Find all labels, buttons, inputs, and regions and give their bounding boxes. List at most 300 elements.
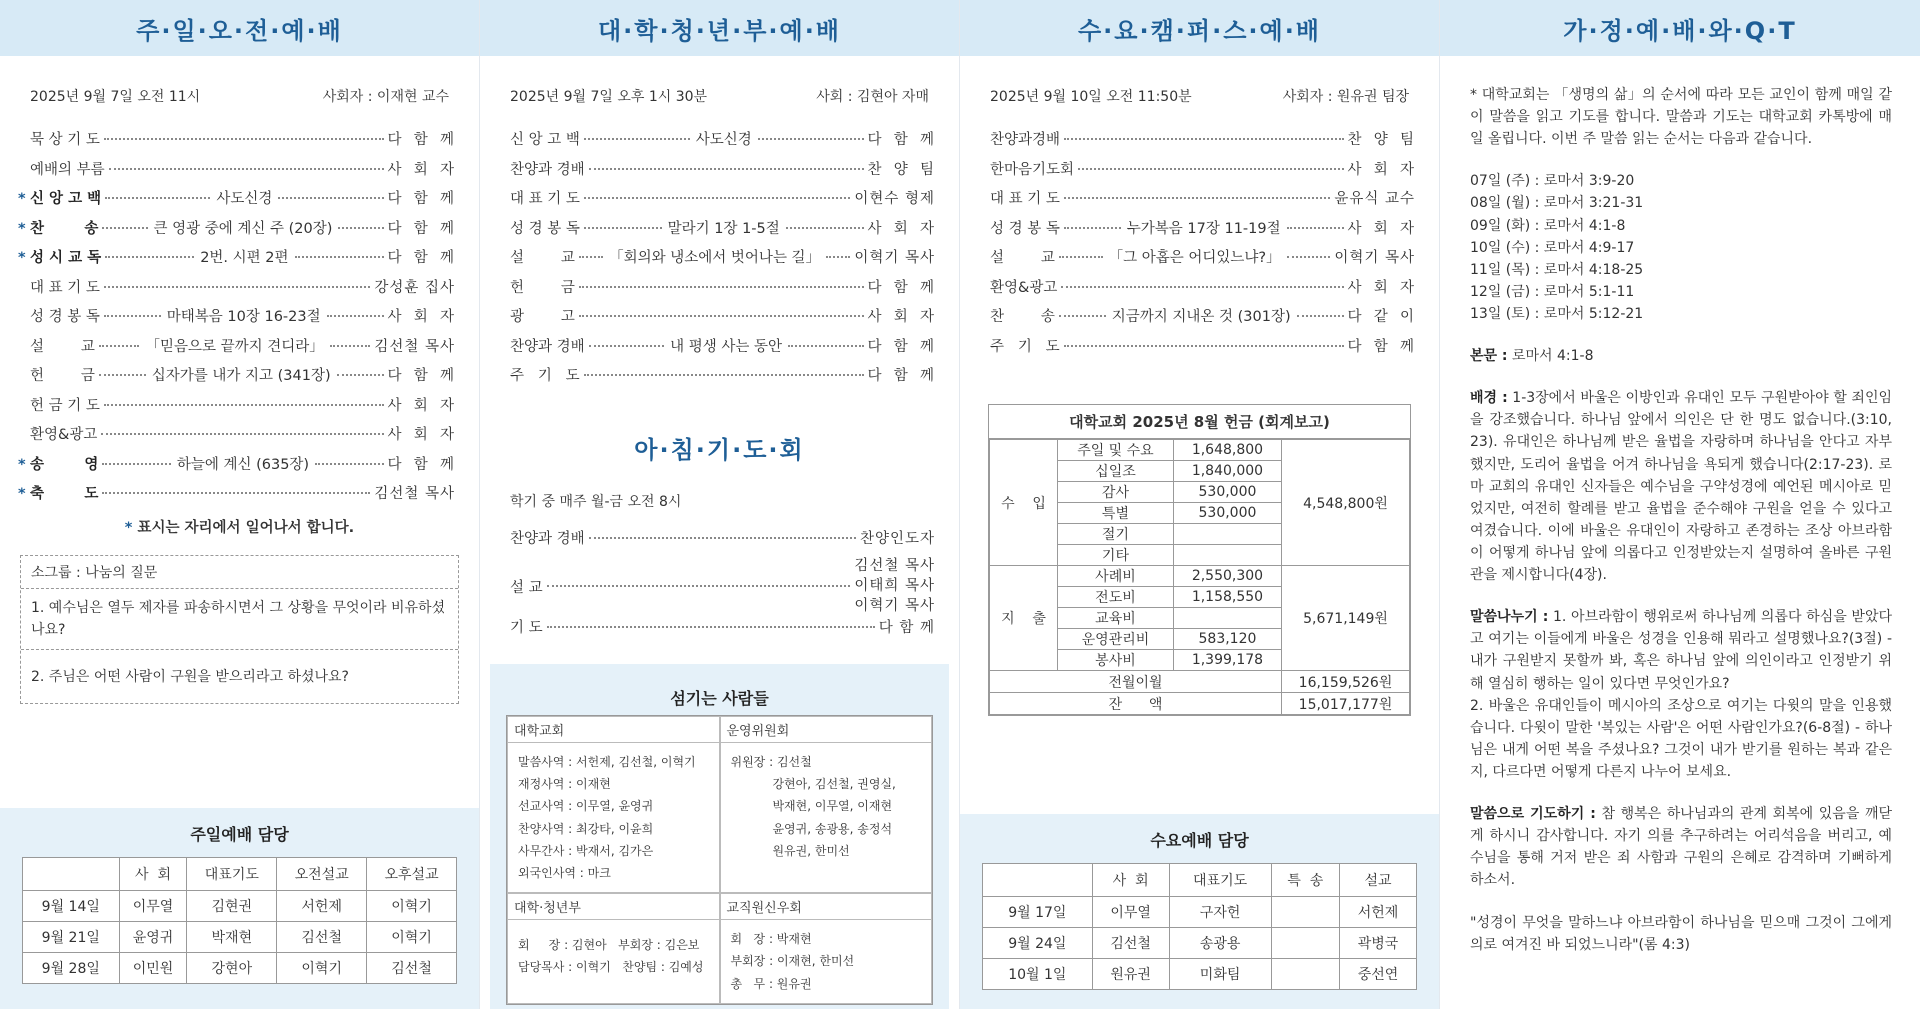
dot-leader bbox=[589, 537, 856, 539]
star-mark: * bbox=[18, 486, 26, 502]
reading-item: 09일 (화) : 로마서 4:1-8 bbox=[1470, 217, 1626, 234]
servers-cell-body: 말씀사역 : 서헌제, 김선철, 이혁기 재정사역 : 이재현 선교사역 : 이무열, 윤영귀 찬양사역 : 최강타, 이윤희 사무간사 : 박재서, 김가은 외국인사역 : 마크 bbox=[518, 755, 696, 880]
offering-item: 특별 bbox=[1058, 503, 1174, 524]
order-label: 성 시 교 독 bbox=[30, 250, 102, 266]
duty-row bbox=[983, 959, 1417, 990]
qt-value: 참 행복은 하나님과의 관계 회복에 있음을 깨닫게 하시니 감사합니다. 자기 의를 추구하려는 어리석음을 버리고, 예수님을 통해 거저 받은 죄 사함과 구원의 은혜로 감격하며 기뻐하게 하소서. bbox=[1470, 806, 1892, 889]
dot-leader bbox=[337, 374, 384, 376]
wednesday-duty-table bbox=[982, 863, 1417, 990]
order-label: 축 도 bbox=[30, 486, 99, 502]
balance-value: 15,017,177원 bbox=[1282, 693, 1410, 715]
duty-header-cell bbox=[23, 858, 120, 891]
duty-cell: 중선연 bbox=[1339, 959, 1416, 990]
offering-amount bbox=[1173, 524, 1281, 545]
order-label: 헌 금 bbox=[30, 368, 95, 384]
order-detail: 사도신경 bbox=[695, 132, 752, 148]
order-person: 찬 양 팀 bbox=[1347, 132, 1415, 148]
duty-cell: 김선철 bbox=[367, 953, 457, 984]
order-detail: 사도신경 bbox=[216, 191, 273, 207]
offering-item: 사례비 bbox=[1058, 566, 1174, 587]
qt-value: 1. 아브라함이 행위로써 하나님께 의롭다 하심을 받았다고 여기는 이들에게 바울은 성경을 인용해 뭐라고 설명했나요?(3절) - 내가 구원받지 못할까 봐, 혹은 하나님 앞에 의인이라고 인정받기 위해 열심히 행하는 일이 있다면 무엇인가요? bbox=[1470, 609, 1892, 692]
dot-leader bbox=[278, 197, 383, 199]
offering-item: 절기 bbox=[1058, 524, 1174, 545]
duty-cell: 이혁기 bbox=[367, 922, 457, 953]
order-person: 다 함 께 bbox=[867, 279, 935, 296]
order-detail: 「회의와 냉소에서 벗어나는 길」 bbox=[609, 250, 821, 266]
duty-row bbox=[23, 922, 457, 953]
duty-header-cell: 오전설교 bbox=[277, 858, 367, 891]
order-person: 사 회 자 bbox=[387, 427, 455, 443]
qt-column bbox=[1440, 0, 1920, 1009]
order-row bbox=[510, 187, 935, 217]
order-label: 헌 금 기 도 bbox=[30, 397, 100, 414]
dot-leader bbox=[1061, 286, 1343, 288]
order-label: 대 표 기 도 bbox=[30, 279, 100, 296]
order-row bbox=[510, 217, 935, 247]
order-person: 사 회 자 bbox=[387, 397, 455, 414]
sunday-presider: 사회자 : 이재현 교수 bbox=[322, 89, 449, 105]
qt-text-ref bbox=[1470, 345, 1892, 367]
duty-header-cell: 오후설교 bbox=[367, 858, 457, 891]
order-person: 이현수 형제 bbox=[854, 191, 935, 207]
dot-leader bbox=[788, 345, 864, 347]
order-row bbox=[990, 217, 1415, 247]
order-label: 주 기 도 bbox=[990, 338, 1060, 355]
wednesday-duty-title: 수요예배 담당 bbox=[1150, 831, 1249, 850]
duty-cell: 9월 28일 bbox=[23, 953, 120, 984]
order-label: 환영&광고 bbox=[30, 427, 98, 443]
duty-cell: 9월 21일 bbox=[23, 922, 120, 953]
dot-leader bbox=[105, 256, 194, 258]
order-label: 찬양과경배 bbox=[990, 132, 1061, 148]
duty-header-cell: 설교 bbox=[1339, 864, 1416, 897]
order-label: 성 경 봉 독 bbox=[510, 220, 580, 237]
order-person: 다 함 께 bbox=[867, 338, 936, 355]
order-row bbox=[30, 305, 455, 335]
qt-verse: "성경이 무엇을 말하느냐 아브라함이 하나님을 믿으매 그것이 그에게 의로 여겨진 바 되었느니라"(롬 4:3) bbox=[1470, 914, 1892, 953]
order-person: 찬양인도자 bbox=[859, 530, 935, 547]
servers-committee bbox=[720, 716, 933, 893]
dot-leader bbox=[584, 374, 864, 376]
servers-cell-body: 회 장 : 박재현 부회장 : 이재현, 한미선 총 무 : 원유권 bbox=[730, 932, 855, 991]
qt-value: 로마서 4:1-8 bbox=[1507, 348, 1594, 365]
star-mark: * bbox=[18, 220, 26, 237]
dot-leader bbox=[104, 286, 370, 288]
balance-label: 잔 액 bbox=[990, 693, 1282, 715]
offering-amount: 530,000 bbox=[1173, 503, 1281, 524]
servers-staff-fellowship bbox=[720, 893, 933, 1004]
offering-row bbox=[990, 440, 1410, 461]
reading-item: 11일 (목) : 로마서 4:18-25 bbox=[1470, 261, 1644, 278]
order-label: 찬 송 bbox=[990, 309, 1055, 325]
morning-praise-row bbox=[510, 527, 935, 557]
duty-cell: 곽병국 bbox=[1339, 928, 1416, 959]
dot-leader bbox=[1078, 168, 1343, 170]
order-row bbox=[990, 128, 1415, 158]
duty-cell bbox=[1271, 928, 1339, 959]
qt-sharing-2: 2. 바울은 유대인들이 메시아의 조상으로 여기는 다윗의 말을 인용했습니다. 다윗이 말한 '복있는 사람'은 어떤 사람인가요?(6-8절) - 하나님은 내게 어떤 복을 주셨나요? 그것이 내가 받기를 원하는 복과 같은지, 다르다면 어떻게 다른지 나누어 보세요. bbox=[1470, 697, 1892, 780]
order-label: 한마음기도회 bbox=[990, 161, 1075, 178]
offering-item: 전도비 bbox=[1058, 587, 1174, 608]
dot-leader bbox=[99, 345, 140, 347]
youth-order-list bbox=[480, 128, 959, 394]
duty-row bbox=[23, 891, 457, 922]
order-row bbox=[510, 246, 935, 276]
sunday-duty-table bbox=[22, 857, 457, 984]
dot-leader bbox=[547, 585, 851, 587]
order-person: 이혁기 목사 bbox=[1334, 250, 1415, 266]
duty-cell: 9월 24일 bbox=[983, 928, 1093, 959]
dot-leader bbox=[105, 197, 210, 199]
qt-prayer bbox=[1470, 803, 1892, 891]
servers-cell-header: 운영위원회 bbox=[721, 717, 932, 743]
youth-title: 대·학·청·년·부·예·배 bbox=[598, 16, 841, 45]
order-person: 다 함 께 bbox=[387, 250, 455, 266]
dot-leader bbox=[330, 345, 371, 347]
order-row bbox=[990, 276, 1415, 306]
sunday-duty-title: 주일예배 담당 bbox=[190, 825, 289, 844]
order-row bbox=[18, 187, 455, 217]
duty-cell: 강현아 bbox=[187, 953, 277, 984]
duty-header-row bbox=[983, 864, 1417, 897]
order-detail: 십자가를 내가 지고 (341장) bbox=[151, 368, 331, 384]
wednesday-title: 수·요·캠·퍼·스·예·배 bbox=[1078, 16, 1321, 45]
order-label: 환영&광고 bbox=[990, 279, 1058, 296]
order-detail: 하늘에 계신 (635장) bbox=[176, 456, 310, 473]
offering-amount: 2,550,300 bbox=[1173, 566, 1281, 587]
offering-item: 감사 bbox=[1058, 482, 1174, 503]
servers-university-church bbox=[507, 716, 720, 893]
wednesday-header bbox=[960, 0, 1439, 56]
reading-item: 07일 (주) : 로마서 3:9-20 bbox=[1470, 173, 1635, 190]
order-label: 찬양과 경배 bbox=[510, 530, 585, 547]
order-row bbox=[30, 364, 455, 394]
order-row bbox=[990, 305, 1415, 335]
dot-leader bbox=[589, 345, 665, 347]
order-label: 묵 상 기 도 bbox=[30, 132, 100, 148]
dot-leader bbox=[589, 168, 864, 170]
order-row bbox=[510, 158, 935, 188]
dot-leader bbox=[99, 374, 146, 376]
order-label: 설 교 bbox=[510, 579, 543, 596]
duty-cell: 이혁기 bbox=[277, 953, 367, 984]
speaker: 이태희 목사 bbox=[854, 578, 935, 594]
duty-cell: 10월 1일 bbox=[983, 959, 1093, 990]
income-total: 4,548,800원 bbox=[1282, 440, 1410, 566]
offering-report bbox=[988, 404, 1411, 716]
star-mark: * bbox=[18, 456, 26, 473]
sunday-title: 주·일·오·전·예·배 bbox=[136, 16, 343, 45]
order-person: 다 함 께 bbox=[387, 191, 455, 207]
order-row bbox=[510, 305, 935, 335]
qt-body bbox=[1440, 56, 1920, 956]
order-label: 대 표 기 도 bbox=[510, 191, 580, 207]
order-detail: 누가복음 17장 11-19절 bbox=[1126, 220, 1281, 237]
order-person: 다 함 께 bbox=[1347, 338, 1415, 355]
qt-label: 배경 : bbox=[1470, 390, 1508, 407]
duty-cell: 김선철 bbox=[277, 922, 367, 953]
order-label: 대 표 기 도 bbox=[990, 191, 1060, 207]
wednesday-order-list bbox=[960, 128, 1439, 364]
dot-leader bbox=[584, 138, 690, 140]
order-row bbox=[510, 128, 935, 158]
qt-value: 1-3장에서 바울은 이방인과 유대인 모두 구원받아야 할 죄인임을 강조했습니다. 하나님 앞에서 의인은 단 한 명도 없습니다.(3:10, 23). 유대인은 하나님께 받은 율법을 자랑하며 하나님을 안다고 자부했지만, 도리어 율법을 어겨 하나님을 욕되게 했습니다(2:17-23). 로마 교회의 유대인 신자들은 예수님을 구약성경에 예언된 메시아로 믿었지만, 여전히 할례를 받고 율법을 준수해야 구원을 얻을 수 있다고 여겼습니다. 이에 바울은 유대인이 자랑하고 존경하는 조상 아브라함이 어떻게 하나님 앞에 의롭다고 인정받았는지 설명하여 올바른 구원관을 제시합니다(4장). bbox=[1470, 390, 1892, 584]
duty-header-cell: 사 회 bbox=[1092, 864, 1169, 897]
order-detail: 큰 영광 중에 계신 주 (20장) bbox=[153, 220, 333, 237]
order-person: 다 함 께 bbox=[878, 620, 935, 636]
order-person: 사 회 자 bbox=[1347, 279, 1415, 296]
order-row bbox=[990, 187, 1415, 217]
order-row bbox=[510, 276, 935, 306]
youth-worship-column bbox=[480, 0, 960, 1009]
reading-item: 10일 (수) : 로마서 4:9-17 bbox=[1470, 239, 1635, 256]
dot-leader bbox=[579, 256, 603, 258]
order-row bbox=[18, 246, 455, 276]
duty-cell: 윤영귀 bbox=[119, 922, 187, 953]
offering-item: 봉사비 bbox=[1058, 650, 1174, 671]
dot-leader bbox=[1297, 315, 1344, 317]
qt-readings bbox=[1470, 170, 1892, 325]
speaker: 김선철 목사 bbox=[854, 558, 935, 574]
order-person: 다 함 께 bbox=[867, 132, 936, 148]
dot-leader bbox=[1059, 315, 1106, 317]
dot-leader bbox=[102, 463, 170, 465]
order-row bbox=[990, 158, 1415, 188]
order-person: 강성훈 집사 bbox=[374, 279, 455, 296]
standing-note bbox=[0, 516, 479, 537]
servers-cell-header: 교직원신우회 bbox=[721, 894, 932, 920]
dot-leader bbox=[1287, 227, 1344, 229]
dot-leader bbox=[1064, 138, 1343, 140]
offering-item: 주일 및 수요 bbox=[1058, 440, 1174, 461]
order-row bbox=[30, 394, 455, 424]
order-person: 사 회 자 bbox=[1347, 220, 1415, 237]
dot-leader bbox=[102, 227, 147, 229]
youth-presider: 사회 : 김현아 자매 bbox=[816, 89, 929, 105]
order-row bbox=[18, 217, 455, 247]
duty-cell: 원유권 bbox=[1092, 959, 1169, 990]
dot-leader bbox=[1064, 345, 1344, 347]
servers-title: 섬기는 사람들 bbox=[670, 689, 769, 708]
duty-row bbox=[983, 897, 1417, 928]
order-row bbox=[30, 423, 455, 453]
star-mark: * bbox=[18, 250, 26, 266]
balance-row bbox=[990, 693, 1410, 715]
order-label: 설 교 bbox=[510, 250, 575, 266]
offering-item: 기타 bbox=[1058, 545, 1174, 566]
order-person: 다 함 께 bbox=[387, 368, 455, 384]
order-person: 이혁기 목사 bbox=[854, 250, 935, 266]
order-detail: 내 평생 사는 동안 bbox=[670, 338, 783, 355]
sunday-date: 2025년 9월 7일 오전 11시 bbox=[30, 89, 201, 105]
wednesday-duty-panel bbox=[960, 814, 1439, 1009]
order-detail: 마태복음 10장 16-23절 bbox=[166, 309, 321, 325]
dot-leader bbox=[579, 286, 864, 288]
order-label: 광 고 bbox=[510, 309, 575, 325]
wednesday-presider: 사회자 : 원유권 팀장 bbox=[1282, 89, 1409, 105]
order-person: 찬 양 팀 bbox=[867, 161, 935, 178]
order-detail: 말라기 1장 1-5절 bbox=[667, 220, 780, 237]
sunday-worship-column bbox=[0, 0, 480, 1009]
dot-leader bbox=[102, 492, 370, 494]
offering-amount bbox=[1173, 545, 1281, 566]
servers-grid bbox=[506, 715, 933, 1005]
dot-leader bbox=[579, 315, 864, 317]
dot-leader bbox=[547, 626, 875, 628]
duty-header-row bbox=[23, 858, 457, 891]
order-person: 사 회 자 bbox=[387, 309, 455, 325]
qt-label: 본문 : bbox=[1470, 348, 1508, 365]
dot-leader bbox=[327, 315, 384, 317]
order-row bbox=[510, 364, 935, 394]
standing-note-text: 표시는 자리에서 일어나서 합니다. bbox=[132, 519, 355, 536]
morning-prayer-schedule: 학기 중 매주 월-금 오전 8시 bbox=[510, 493, 682, 510]
dot-leader bbox=[295, 256, 384, 258]
order-row bbox=[990, 246, 1415, 276]
order-label: 찬양과 경배 bbox=[510, 161, 585, 178]
servers-cell-body: 위원장 : 김선철 강현아, 김선철, 권영실, 박재현, 이무열, 이재현 윤영귀, 송광용, 송정석 원유권, 한미선 bbox=[730, 755, 896, 858]
order-row bbox=[18, 453, 455, 483]
dot-leader bbox=[758, 138, 864, 140]
duty-cell: 구자헌 bbox=[1169, 897, 1271, 928]
offering-amount: 1,648,800 bbox=[1173, 440, 1281, 461]
dot-leader bbox=[315, 463, 383, 465]
duty-cell bbox=[1271, 959, 1339, 990]
reading-item: 08일 (월) : 로마서 3:21-31 bbox=[1470, 195, 1644, 212]
qt-sharing bbox=[1470, 606, 1892, 694]
offering-amount: 1,840,000 bbox=[1173, 461, 1281, 482]
youth-date: 2025년 9월 7일 오후 1시 30분 bbox=[510, 89, 708, 105]
morning-sermon-row bbox=[510, 556, 935, 616]
duty-header-cell: 대표기도 bbox=[1169, 864, 1271, 897]
order-row bbox=[990, 335, 1415, 365]
order-person: 사 회 자 bbox=[387, 161, 455, 178]
duty-row bbox=[23, 953, 457, 984]
order-label: 기 도 bbox=[510, 620, 543, 636]
dot-leader bbox=[584, 197, 850, 199]
order-row bbox=[510, 335, 935, 365]
order-person: 다 함 께 bbox=[387, 220, 455, 237]
duty-cell: 박재현 bbox=[187, 922, 277, 953]
morning-prayer-list bbox=[480, 527, 959, 646]
offering-title: 대학교회 2025년 8월 헌금 (회계보고) bbox=[989, 405, 1410, 439]
order-detail: 2번. 시편 2편 bbox=[200, 250, 289, 266]
order-person: 다 같 이 bbox=[1347, 309, 1415, 325]
servers-youth bbox=[507, 893, 720, 1004]
dot-leader bbox=[109, 168, 384, 170]
wednesday-meta bbox=[960, 86, 1439, 106]
offering-amount: 583,120 bbox=[1173, 629, 1281, 650]
sunday-header bbox=[0, 0, 479, 56]
duty-cell: 이민원 bbox=[119, 953, 187, 984]
servers-cell-header: 대학교회 bbox=[508, 717, 719, 743]
morning-sermon-speakers bbox=[854, 556, 935, 616]
offering-amount: 1,399,178 bbox=[1173, 650, 1281, 671]
expense-label: 지 출 bbox=[990, 566, 1058, 671]
offering-table bbox=[989, 439, 1410, 715]
qt-header bbox=[1440, 0, 1920, 56]
offering-item: 십일조 bbox=[1058, 461, 1174, 482]
order-person: 사 회 자 bbox=[1347, 161, 1415, 178]
income-label: 수 입 bbox=[990, 440, 1058, 566]
duty-cell: 김선철 bbox=[1092, 928, 1169, 959]
order-label: 찬양과 경배 bbox=[510, 338, 585, 355]
star-mark: * bbox=[124, 519, 133, 536]
offering-row bbox=[990, 566, 1410, 587]
duty-cell: 이무열 bbox=[1092, 897, 1169, 928]
order-row bbox=[30, 128, 455, 158]
order-row bbox=[30, 276, 455, 306]
dot-leader bbox=[826, 256, 850, 258]
order-detail: 「믿음으로 끝까지 견디라」 bbox=[145, 338, 324, 355]
sunday-duty-panel bbox=[0, 808, 479, 1009]
dot-leader bbox=[104, 138, 384, 140]
duty-cell: 서헌제 bbox=[1339, 897, 1416, 928]
sunday-meta bbox=[0, 86, 479, 106]
order-label: 신 앙 고 백 bbox=[30, 191, 102, 207]
small-group-question-2: 2. 주님은 어떤 사람이 구원을 받으리라고 하셨나요? bbox=[31, 669, 349, 686]
duty-cell: 9월 14일 bbox=[23, 891, 120, 922]
duty-header-cell: 사 회 bbox=[119, 858, 187, 891]
dot-leader bbox=[104, 404, 384, 406]
order-label: 찬 송 bbox=[30, 220, 99, 237]
star-mark: * bbox=[18, 191, 26, 207]
youth-meta bbox=[480, 86, 959, 106]
duty-header-cell: 대표기도 bbox=[187, 858, 277, 891]
sunday-order-list bbox=[0, 128, 479, 512]
dot-leader bbox=[338, 227, 383, 229]
morning-prayer-title: 아·침·기·도·회 bbox=[634, 435, 805, 464]
order-label: 설 교 bbox=[30, 338, 95, 355]
carry-value: 16,159,526원 bbox=[1282, 671, 1410, 693]
order-person: 다 함 께 bbox=[387, 132, 455, 148]
duty-row bbox=[983, 928, 1417, 959]
offering-amount bbox=[1173, 608, 1281, 629]
duty-cell: 김현권 bbox=[187, 891, 277, 922]
servers-cell-body: 회 장 : 김현아 부회장 : 김은보 담당목사 : 이혁기 찬양팀 : 김예성 bbox=[518, 938, 704, 975]
servers-cell-header: 대학·청년부 bbox=[508, 894, 719, 920]
order-label: 주 기 도 bbox=[510, 368, 580, 384]
order-person: 사 회 자 bbox=[867, 220, 935, 237]
youth-header bbox=[480, 0, 959, 56]
order-label: 헌 금 bbox=[510, 279, 575, 296]
carry-row bbox=[990, 671, 1410, 693]
carry-label: 전월이월 bbox=[990, 671, 1282, 693]
offering-amount: 1,158,550 bbox=[1173, 587, 1281, 608]
order-label: 신 앙 고 백 bbox=[510, 132, 580, 148]
dot-leader bbox=[104, 315, 161, 317]
dot-leader bbox=[1064, 197, 1330, 199]
order-row bbox=[30, 158, 455, 188]
order-row bbox=[18, 482, 455, 512]
offering-amount: 530,000 bbox=[1173, 482, 1281, 503]
order-detail: 「그 아홉은 어디있느냐?」 bbox=[1108, 250, 1281, 266]
qt-label: 말씀나누기 : bbox=[1470, 609, 1549, 626]
order-label: 송 영 bbox=[30, 456, 99, 473]
duty-header-cell: 특 송 bbox=[1271, 864, 1339, 897]
order-person: 다 함 께 bbox=[387, 456, 455, 473]
dot-leader bbox=[584, 227, 662, 229]
morning-prayer-row bbox=[510, 616, 935, 646]
dot-leader bbox=[1064, 227, 1121, 229]
duty-cell: 송광용 bbox=[1169, 928, 1271, 959]
wednesday-worship-column bbox=[960, 0, 1440, 1009]
dot-leader bbox=[101, 433, 383, 435]
duty-cell: 이무열 bbox=[119, 891, 187, 922]
order-label: 예배의 부름 bbox=[30, 161, 105, 178]
order-row bbox=[30, 335, 455, 365]
order-person: 사 회 자 bbox=[867, 309, 935, 325]
